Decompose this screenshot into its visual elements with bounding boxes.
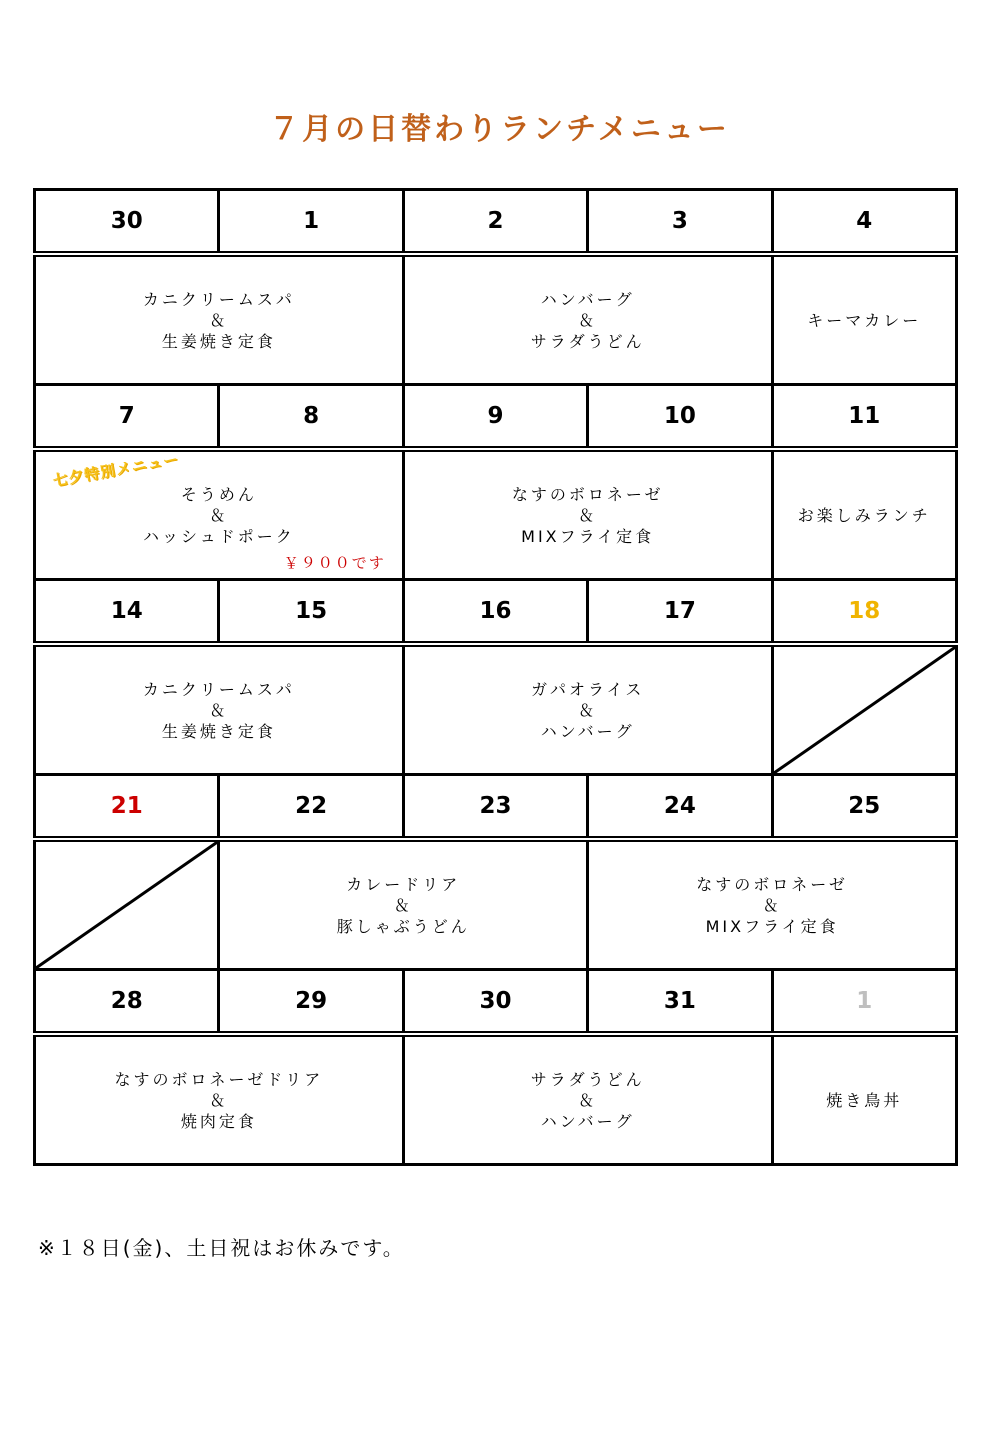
- date-cell: 17: [588, 580, 772, 645]
- menu-item-main: なすのボロネーゼ: [696, 874, 848, 894]
- menu-item-main: カレードリア: [346, 874, 461, 894]
- date-cell: 8: [219, 385, 403, 450]
- menu-item-main: ガパオライス: [530, 679, 645, 699]
- date-cell: 28: [35, 970, 219, 1035]
- date-cell: 10: [588, 385, 772, 450]
- menu-cell-special: [35, 449, 404, 580]
- lunch-calendar: [33, 188, 958, 1166]
- date-row: [35, 190, 957, 255]
- date-cell: 2: [403, 190, 587, 255]
- menu-cell: [35, 254, 404, 385]
- menu-row: [35, 254, 957, 385]
- closed-days-note: ※１８日(金)、土日祝はお休みです。: [38, 1236, 405, 1260]
- date-cell: 25: [772, 775, 956, 840]
- page-title: ７月の日替わりランチメニュー: [269, 112, 730, 147]
- menu-item-main: お楽しみランチ: [797, 505, 931, 525]
- menu-ampersand: ＆: [578, 505, 598, 525]
- date-cell: 11: [772, 385, 956, 450]
- menu-ampersand: ＆: [762, 895, 782, 915]
- date-cell: 30: [35, 190, 219, 255]
- menu-item-main: カニクリームスパ: [142, 679, 295, 699]
- menu-cell: [772, 1034, 956, 1165]
- closed-slash-icon: [774, 647, 955, 773]
- special-menu-tag: 七夕特別メニュー: [51, 450, 181, 490]
- menu-item-main: ハンバーグ: [540, 289, 635, 309]
- menu-item-sub: MIXフライ定食: [521, 526, 655, 546]
- menu-ampersand: ＆: [209, 310, 229, 330]
- date-row: [35, 385, 957, 450]
- closed-day-cell: [35, 839, 219, 970]
- menu-cell: [403, 644, 772, 775]
- menu-item-main: サラダうどん: [530, 1069, 645, 1089]
- date-cell: 9: [403, 385, 587, 450]
- menu-cell: [588, 839, 957, 970]
- menu-row: [35, 839, 957, 970]
- menu-cell: [403, 1034, 772, 1165]
- menu-ampersand: ＆: [209, 505, 229, 525]
- menu-item-sub: ハンバーグ: [540, 1111, 635, 1131]
- menu-ampersand: ＆: [209, 1090, 229, 1110]
- date-cell: 31: [588, 970, 772, 1035]
- menu-item-sub: 生姜焼き定食: [161, 721, 276, 741]
- closed-day-cell: [772, 644, 956, 775]
- date-cell: 30: [403, 970, 587, 1035]
- menu-item-main: そうめん: [180, 484, 257, 504]
- menu-cell: [219, 839, 588, 970]
- date-cell-holiday: 21: [35, 775, 219, 840]
- closed-slash-icon: [36, 842, 217, 968]
- menu-item-main: キーマカレー: [807, 310, 922, 330]
- menu-item-sub: MIXフライ定食: [705, 916, 839, 936]
- menu-item-sub: 焼肉定食: [180, 1111, 257, 1131]
- menu-item-sub: ハッシュドポーク: [143, 526, 295, 546]
- menu-item-main: カニクリームスパ: [142, 289, 295, 309]
- menu-item-sub: 生姜焼き定食: [161, 331, 276, 351]
- price-label: ￥９００です: [283, 554, 386, 572]
- date-cell: 1: [219, 190, 403, 255]
- menu-ampersand: ＆: [578, 1090, 598, 1110]
- date-cell: 7: [35, 385, 219, 450]
- menu-item-sub: ハンバーグ: [540, 721, 635, 741]
- menu-ampersand: ＆: [578, 700, 598, 720]
- date-cell: 15: [219, 580, 403, 645]
- menu-row: [35, 1034, 957, 1165]
- date-cell: 14: [35, 580, 219, 645]
- date-cell: 23: [403, 775, 587, 840]
- menu-item-main: なすのボロネーゼドリア: [114, 1069, 324, 1089]
- menu-ampersand: ＆: [578, 310, 598, 330]
- date-cell: 29: [219, 970, 403, 1035]
- menu-cell: [403, 449, 772, 580]
- menu-ampersand: ＆: [209, 700, 229, 720]
- menu-cell: [35, 1034, 404, 1165]
- menu-ampersand: ＆: [393, 895, 413, 915]
- date-row: [35, 775, 957, 840]
- date-cell: 4: [772, 190, 956, 255]
- date-cell: 3: [588, 190, 772, 255]
- menu-cell: [772, 449, 956, 580]
- date-row: [35, 970, 957, 1035]
- menu-row: [35, 644, 957, 775]
- menu-row: [35, 449, 957, 580]
- menu-item-sub: 豚しゃぶうどん: [336, 916, 470, 936]
- date-cell: 16: [403, 580, 587, 645]
- menu-item-main: なすのボロネーゼ: [511, 484, 664, 504]
- menu-cell: [772, 254, 956, 385]
- date-cell-next-month: 1: [772, 970, 956, 1035]
- menu-cell: [35, 644, 404, 775]
- date-cell: 24: [588, 775, 772, 840]
- menu-cell: [403, 254, 772, 385]
- date-row: [35, 580, 957, 645]
- date-cell: 22: [219, 775, 403, 840]
- menu-item-sub: サラダうどん: [530, 331, 645, 351]
- date-cell-closed: 18: [772, 580, 956, 645]
- menu-item-main: 焼き鳥丼: [826, 1090, 903, 1110]
